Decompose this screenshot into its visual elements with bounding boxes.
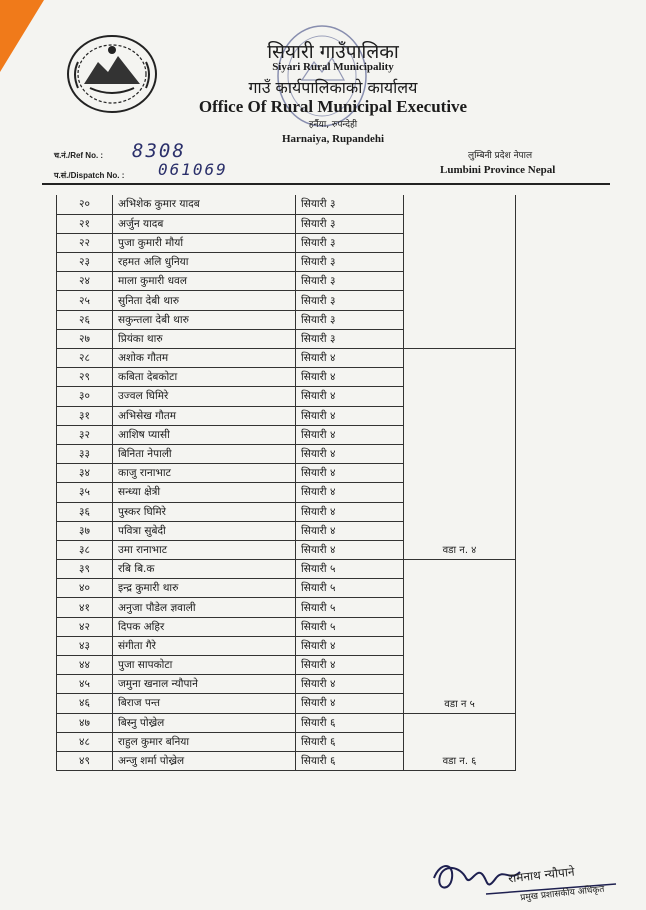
serial-number: ४९ [57, 751, 113, 770]
serial-number: २६ [57, 310, 113, 329]
ward-address: सियारी ४ [296, 502, 404, 521]
participant-name: अभिसेख गौतम [113, 406, 296, 425]
serial-number: ३५ [57, 483, 113, 502]
serial-number: ४० [57, 579, 113, 598]
participant-name: रबि बि.क [113, 560, 296, 579]
ward-group-label [404, 195, 516, 349]
participant-name: पुजा कुमारी मौर्या [113, 233, 296, 252]
participant-name: संगीता गैरे [113, 636, 296, 655]
serial-number: २१ [57, 214, 113, 233]
table-row [57, 560, 516, 579]
serial-number: ३९ [57, 560, 113, 579]
ward-address: सियारी ५ [296, 617, 404, 636]
header-en-name: Siyari Rural Municipality [272, 61, 394, 73]
ward-address: सियारी ४ [296, 521, 404, 540]
serial-number: २५ [57, 291, 113, 310]
table-row [57, 349, 516, 368]
ward-address: सियारी ४ [296, 694, 404, 713]
serial-number: ४४ [57, 656, 113, 675]
ward-address: सियारी ४ [296, 675, 404, 694]
header-divider [42, 183, 610, 185]
participant-name: अभिशेक कुमार यादब [113, 195, 296, 214]
ward-address: सियारी ३ [296, 233, 404, 252]
participant-name: बिराज पन्त [113, 694, 296, 713]
ward-address: सियारी ३ [296, 253, 404, 272]
serial-number: ४५ [57, 675, 113, 694]
dispatch-label: प.सं./Dispatch No. : [54, 171, 125, 180]
participant-name: दिपक अहिर [113, 617, 296, 636]
serial-number: ३० [57, 387, 113, 406]
ward-address: सियारी ६ [296, 732, 404, 751]
ward-address: सियारी ४ [296, 444, 404, 463]
header-en-address: Harnaiya, Rupandehi [281, 133, 385, 145]
ward-address: सियारी ३ [296, 195, 404, 214]
serial-number: २३ [57, 253, 113, 272]
ward-group-label: वडा न. ४ [404, 349, 516, 560]
serial-number: ३१ [57, 406, 113, 425]
serial-number: ३३ [57, 444, 113, 463]
participant-name: पवित्रा सुबेदी [113, 521, 296, 540]
participant-name: सुनिता देबी थारु [113, 291, 296, 310]
ward-address: सियारी ४ [296, 636, 404, 655]
participant-name: माला कुमारी धवल [113, 272, 296, 291]
signatory-name: रामनाथ न्यौपाने [507, 864, 576, 886]
participant-name: बिनिता नेपाली [113, 444, 296, 463]
ward-address: सियारी ३ [296, 329, 404, 348]
ward-group-label: वडा न. ६ [404, 713, 516, 771]
ward-address: सियारी ४ [296, 406, 404, 425]
serial-number: ३८ [57, 540, 113, 559]
ward-address: सियारी ५ [296, 598, 404, 617]
ref-label: च.नं./Ref No. : [54, 151, 104, 160]
table-row [57, 713, 516, 732]
serial-number: २९ [57, 368, 113, 387]
participant-name: पुजा सापकोटा [113, 656, 296, 675]
province-np: लुम्बिनी प्रदेश नेपाल [468, 151, 533, 161]
serial-number: २४ [57, 272, 113, 291]
participant-table [56, 195, 516, 771]
ward-address: सियारी ४ [296, 368, 404, 387]
participant-name: सन्ध्या क्षेत्री [113, 483, 296, 502]
participant-name: जमुना खनाल न्यौपाने [113, 675, 296, 694]
participant-name: पुस्कर घिमिरे [113, 502, 296, 521]
participant-name: आशिष प्यासी [113, 425, 296, 444]
participant-name: सकुन्तला देबी थारु [113, 310, 296, 329]
ward-address: सियारी ३ [296, 291, 404, 310]
table-row [57, 195, 516, 214]
dispatch-value: 061069 [158, 160, 228, 179]
participant-name: इन्द्र कुमारी थारु [113, 579, 296, 598]
header-np-office: गाउँ कार्यपालिकाको कार्यालय [248, 78, 418, 97]
ward-address: सियारी ४ [296, 464, 404, 483]
ward-address: सियारी ३ [296, 214, 404, 233]
ward-address: सियारी ४ [296, 656, 404, 675]
participant-name: प्रियंका थारु [113, 329, 296, 348]
serial-number: ४१ [57, 598, 113, 617]
ward-address: सियारी ४ [296, 387, 404, 406]
participant-name: बिस्नु पोख्रेल [113, 713, 296, 732]
serial-number: २२ [57, 233, 113, 252]
ward-address: सियारी ४ [296, 425, 404, 444]
participant-name: अनुजा पौडेल ज्ञवाली [113, 598, 296, 617]
province-en: Lumbini Province Nepal [440, 164, 556, 176]
participant-name: कबिता देबकोटा [113, 368, 296, 387]
participant-name: उमा रानाभाट [113, 540, 296, 559]
participant-name: काजु रानाभाट [113, 464, 296, 483]
ward-address: सियारी ६ [296, 751, 404, 770]
ward-address: सियारी ५ [296, 560, 404, 579]
serial-number: २८ [57, 349, 113, 368]
header-np-address: हर्नैया, रुपन्देही [308, 120, 358, 130]
ward-address: सियारी ४ [296, 349, 404, 368]
serial-number: ३६ [57, 502, 113, 521]
participant-name: अशोक गौतम [113, 349, 296, 368]
serial-number: ३४ [57, 464, 113, 483]
participant-name: अर्जुन यादब [113, 214, 296, 233]
ward-address: सियारी ६ [296, 713, 404, 732]
participant-name: उज्वल घिमिरे [113, 387, 296, 406]
serial-number: २० [57, 195, 113, 214]
ward-address: सियारी ४ [296, 483, 404, 502]
ward-group-label: वडा न ५ [404, 560, 516, 714]
ward-address: सियारी ३ [296, 272, 404, 291]
header-en-office: Office Of Rural Municipal Executive [198, 97, 468, 116]
signatory-title: प्रमुख प्रशासकीय अधिकृत [519, 884, 605, 904]
serial-number: २७ [57, 329, 113, 348]
serial-number: ४८ [57, 732, 113, 751]
serial-number: ४२ [57, 617, 113, 636]
participant-name: अन्जु शर्मा पोख्रेल [113, 751, 296, 770]
ref-value: 8308 [132, 140, 186, 162]
serial-number: ४३ [57, 636, 113, 655]
serial-number: ३२ [57, 425, 113, 444]
serial-number: ४७ [57, 713, 113, 732]
participant-name: राहुल कुमार बनिया [113, 732, 296, 751]
ward-address: सियारी ४ [296, 540, 404, 559]
header-np-name: सियारी गाउँपालिका [267, 41, 399, 63]
serial-number: ३७ [57, 521, 113, 540]
serial-number: ४६ [57, 694, 113, 713]
participant-name: रहमत अलि धुनिया [113, 253, 296, 272]
ward-address: सियारी ३ [296, 310, 404, 329]
ward-address: सियारी ५ [296, 579, 404, 598]
